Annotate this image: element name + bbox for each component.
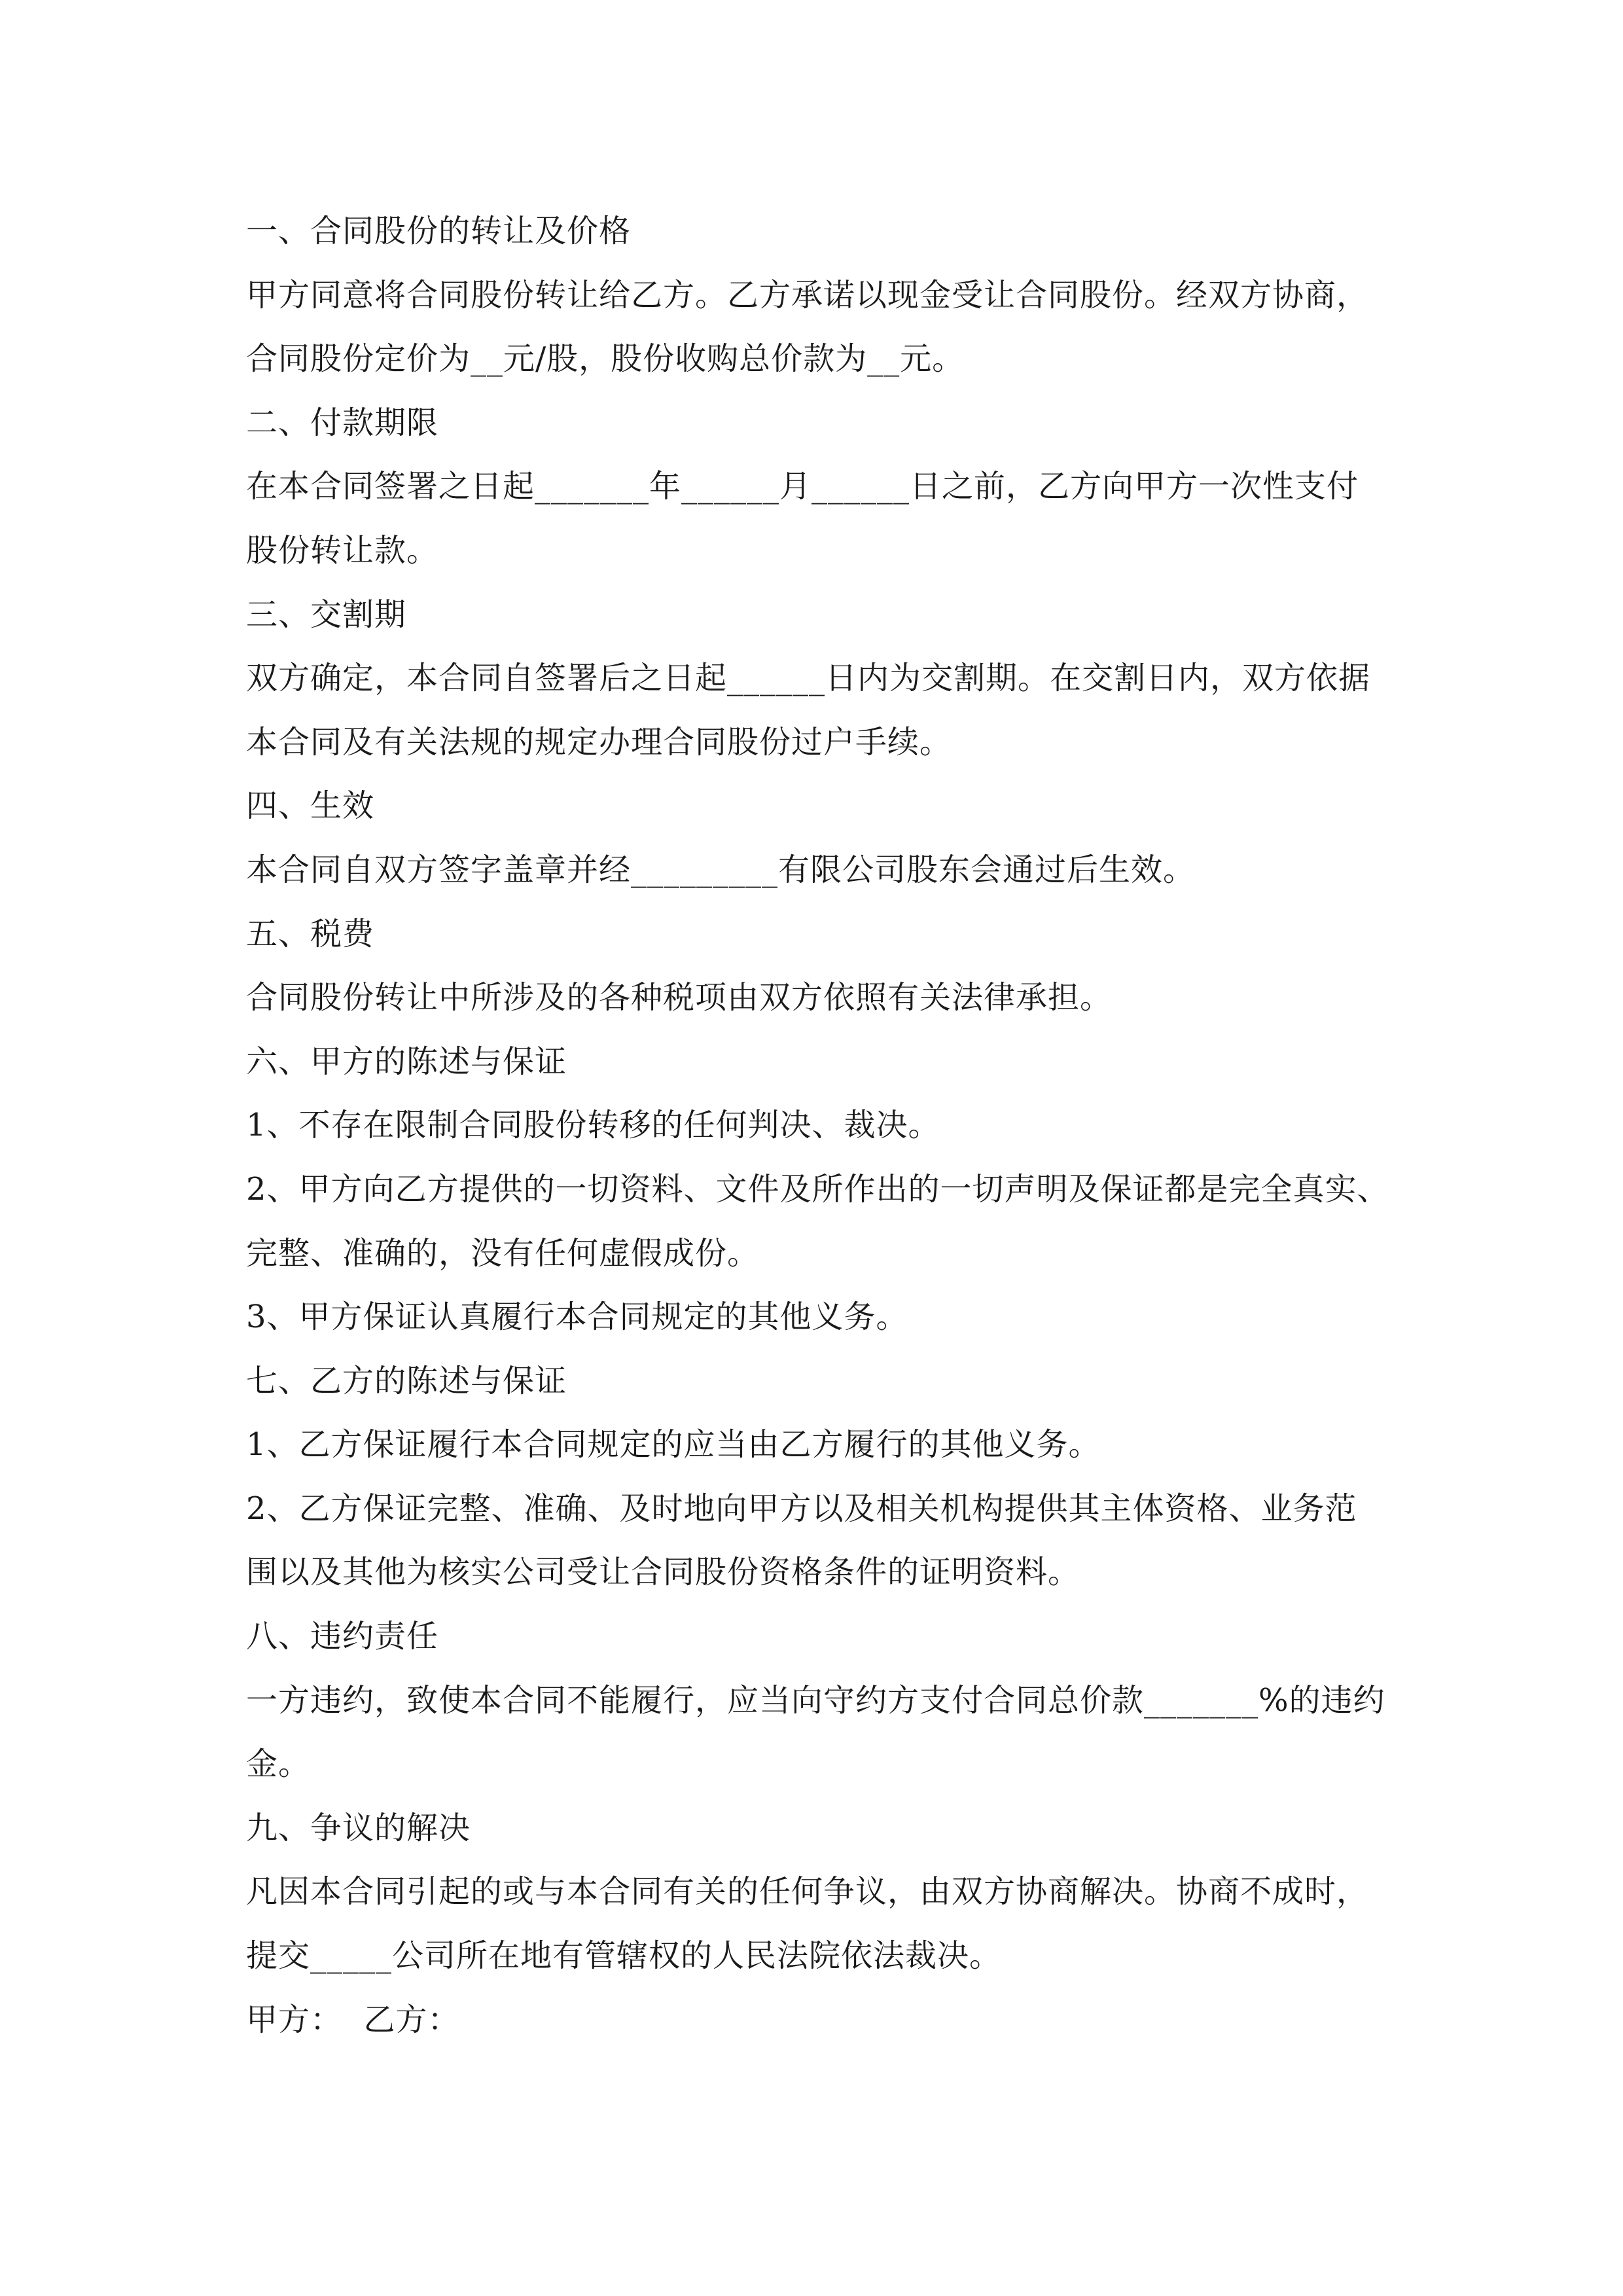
paragraph-line: 双方确定，本合同自签署后之日起______日内为交割期。在交割日内，双方依据 [246,660,1371,697]
section-heading-dispute-resolution: 九、争议的解决 [246,1809,471,1846]
paragraph-line: 一方违约，致使本合同不能履行，应当向守约方支付合同总价款_______%的违约 [246,1681,1385,1719]
paragraph-line: 凡因本合同引起的或与本合同有关的任何争议，由双方协商解决。协商不成时， [246,1873,1369,1910]
paragraph-line: 围以及其他为核实公司受让合同股份资格条件的证明资料。 [246,1554,1080,1591]
paragraph-line: 股份转让款。 [246,531,439,569]
section-heading-party-b-warranties: 七、乙方的陈述与保证 [246,1362,567,1399]
list-item: 3、甲方保证认真履行本合同规定的其他义务。 [246,1299,908,1336]
signature-line: 甲方： 乙方： [246,2001,460,2038]
paragraph-line: 金。 [246,1746,311,1783]
contract-body [246,200,1398,2052]
paragraph-line: 提交_____公司所在地有管辖权的人民法院依法裁决。 [246,1937,1002,1975]
section-heading-breach-liability: 八、违约责任 [246,1618,439,1655]
paragraph-line: 合同股份定价为__元/股，股份收购总价款为__元。 [246,340,965,378]
section-heading-delivery-period: 三、交割期 [246,596,407,633]
list-item: 2、甲方向乙方提供的一切资料、文件及所作出的一切声明及保证都是完全真实、 [246,1170,1389,1208]
list-item: 1、不存在限制合同股份转移的任何判决、裁决。 [246,1107,940,1144]
paragraph-line: 在本合同签署之日起_______年______月______日之前，乙方向甲方一次性支付 [246,468,1359,505]
paragraph-line: 完整、准确的，没有任何虚假成份。 [246,1234,760,1272]
section-heading-taxes: 五、税费 [246,915,375,952]
section-heading-party-a-warranties: 六、甲方的陈述与保证 [246,1043,567,1080]
section-heading-transfer-price: 一、合同股份的转让及价格 [246,213,632,249]
list-item: 2、乙方保证完整、准确、及时地向甲方以及相关机构提供其主体资格、业务范 [246,1490,1357,1527]
paragraph-line: 甲方同意将合同股份转让给乙方。乙方承诺以现金受让合同股份。经双方协商， [246,276,1369,314]
section-heading-payment-term: 二、付款期限 [246,404,439,441]
paragraph-line: 本合同自双方签字盖章并经_________有限公司股东会通过后生效。 [246,851,1196,888]
paragraph-line: 合同股份转让中所涉及的各种税项由双方依照有关法律承担。 [246,979,1113,1016]
paragraph-line: 本合同及有关法规的规定办理合同股份过户手续。 [246,723,952,761]
section-heading-effectiveness: 四、生效 [246,787,375,825]
list-item: 1、乙方保证履行本合同规定的应当由乙方履行的其他义务。 [246,1426,1101,1463]
